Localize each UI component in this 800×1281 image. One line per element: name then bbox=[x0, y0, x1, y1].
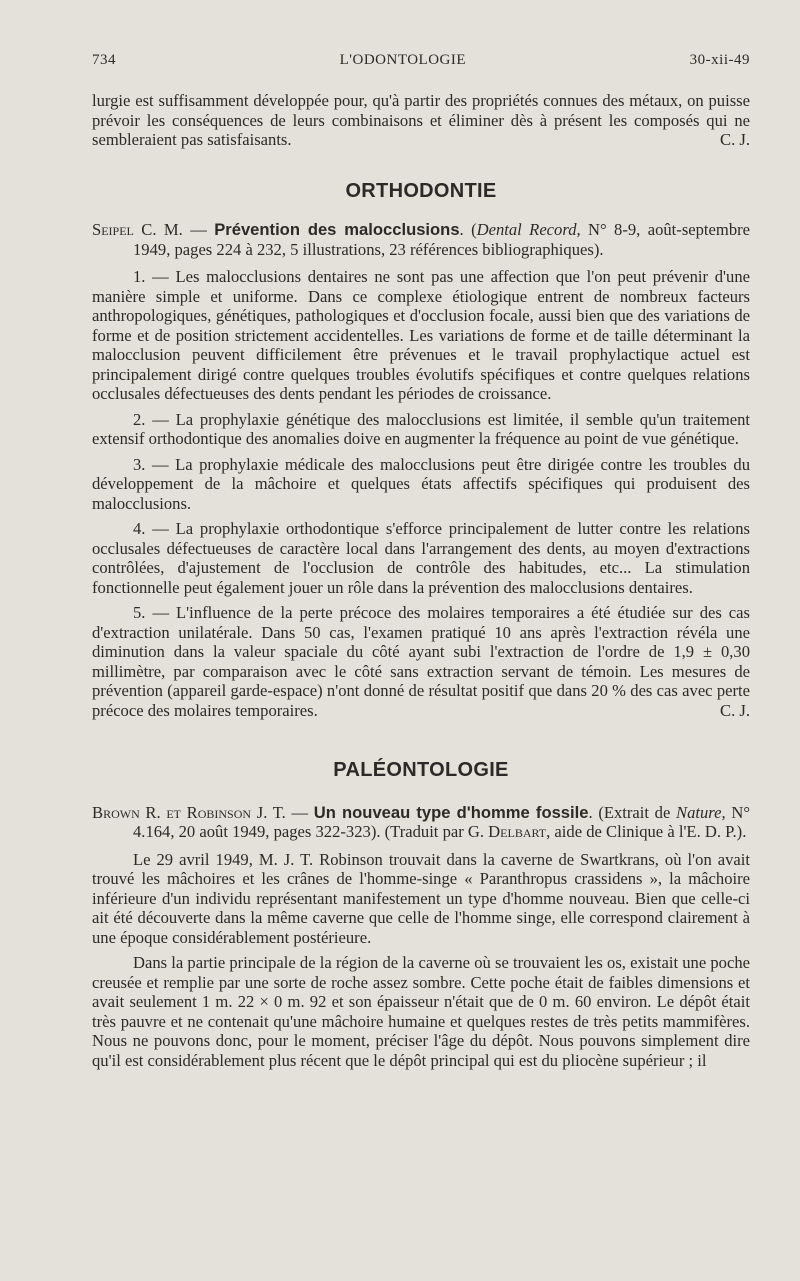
ref-author: Brown R. et Robinson J. T. bbox=[92, 802, 286, 822]
ref-journal: Dental Record, bbox=[476, 220, 581, 239]
intro-signature: C. J. bbox=[720, 130, 750, 149]
intro-text: lurgie est suffisamment développée pour, qu'à partir des propriétés connues des métaux, on puisse prévoir les conséquences de leurs combinaisons et éliminer dès à présent les composés qui ne sembleraient pas satisfaisants. bbox=[92, 91, 750, 149]
ortho-paragraph-3: 3. — La prophylaxie médicale des malocclusions peut être dirigée contre les troubles du développement de la mâchoire et quelques états affectifs spécifiques qui produisent des malocclusions. bbox=[92, 454, 750, 513]
issue-date: 30-xii-49 bbox=[689, 52, 750, 68]
journal-title: L'ODONTOLOGIE bbox=[339, 52, 467, 68]
ortho-paragraph-5-text: 5. — L'influence de la perte précoce des molaires temporaires a été étudiée sur des cas d'extraction unilatérale. Dans 50 cas, l'examen pratiqué 10 ans après l'extraction révéla une diminution dans la valeur spaciale du côté ayant subi l'extraction de l'ordre de 1,9 ± 0,30 millimètre, par comparaison avec le côté sans extraction servant de témoin. Les mesures de prévention (appareil garde-espace) n'ont donné de résultat positif que dans 20 % des cas avec perte précoce des molaires temporaires. bbox=[92, 603, 750, 720]
section-title-paleontologie: PALÉONTOLOGIE bbox=[333, 759, 509, 781]
reference-seipel bbox=[92, 220, 750, 259]
intro-paragraph bbox=[92, 91, 750, 150]
ortho-paragraph-1: 1. — Les malocclusions dentaires ne sont pas une affection que l'on peut prévenir d'une manière simple et uniforme. Dans ce complexe étiologique entrent de nombreux facteurs anthropologiques, génétiques, pathologiques et d'occlusion focale, aussi bien que des variations de forme et de position strictement accidentelles. Les variations de forme et de taille déterminant la malocclusion peuvent difficilement être prévenues et le travail prophylactique actuel est principalement dirigé contre quelques troubles évolutifs spécifiques et contre quelques relations occlusales défectueuses des dents pendant les périodes de croissance. bbox=[92, 267, 750, 403]
ref-title: Prévention des malocclusions bbox=[214, 220, 460, 239]
ref-details: N° 8-9, août-septembre 1949, pages 224 à 232, 5 illustrations, 23 références bibliographiques). bbox=[133, 220, 751, 259]
ortho-paragraph-4: 4. — La prophylaxie orthodontique s'efforce principalement de lutter contre les relations occlusales défectueuses de caractère local dans l'arrangement des dents, au moyen d'extractions contrôlées, d'ajustement de l'occlusion de contrôle des habitudes, etc... La stimulation fonctionnelle peut également jouer un rôle dans la prévention des malocclusions dentaires. bbox=[92, 519, 750, 597]
article-body bbox=[92, 91, 750, 1070]
ortho-signature: C. J. bbox=[720, 700, 750, 720]
ortho-paragraph-5 bbox=[92, 603, 750, 720]
ref-journal: Nature, bbox=[676, 802, 726, 822]
ref-translator: G. Delbart bbox=[467, 822, 547, 841]
ref-details: N° 4.164, 20 août 1949, pages 322-323). (Traduit par bbox=[133, 802, 750, 841]
ref-dash: — bbox=[285, 802, 314, 822]
running-header bbox=[92, 52, 750, 69]
ref-pre: . (Extrait de bbox=[588, 802, 677, 822]
ref-translator-role: , aide de Clinique à l'E. D. P.). bbox=[546, 822, 747, 841]
ref-author: Seipel C. M. bbox=[92, 220, 183, 239]
ref-title: Un nouveau type d'homme fossile bbox=[313, 802, 589, 822]
ref-pre: . ( bbox=[459, 220, 477, 239]
page-number: 734 bbox=[92, 52, 116, 68]
ref-dash: — bbox=[182, 220, 215, 239]
reference-brown-robinson bbox=[92, 803, 750, 842]
section-title-orthodontie: ORTHODONTIE bbox=[345, 179, 497, 202]
paleo-paragraph-2: Dans la partie principale de la région de la caverne où se trouvaient les os, existait une poche creusée et remplie par une sorte de roche assez sombre. Cette poche était de faibles dimensions et avait seulement 1 m. 22 × 0 m. 92 et son épaisseur n'était que de 0 m. 60 environ. Le dépôt était très pauvre et ne contenait qu'une mâchoire humaine et quelques restes de très petits mammifères. Nous ne pouvons donc, pour le moment, préciser l'âge du dépôt. Nous pouvons simplement dire qu'il est considérablement plus récent que le dépôt principal qui est du pliocène supérieur ; il bbox=[92, 953, 750, 1070]
paleo-paragraph-1: Le 29 avril 1949, M. J. T. Robinson trouvait dans la caverne de Swartkrans, où l'on avait trouvé les mâchoires et les crânes de l'homme-singe « Paranthropus crassidens », la mâchoire inférieure d'un individu représentant manifestement un type d'homme nouveau. Bien que celle-ci ait été découverte dans la même caverne que celle de l'homme singe, elle correspond clairement à une époque considérablement postérieure. bbox=[92, 849, 750, 947]
ortho-paragraph-2: 2. — La prophylaxie génétique des malocclusions est limitée, il semble qu'un traitement extensif orthodontique des anomalies doive en augmenter la fréquence au point de vue génétique. bbox=[92, 409, 750, 448]
